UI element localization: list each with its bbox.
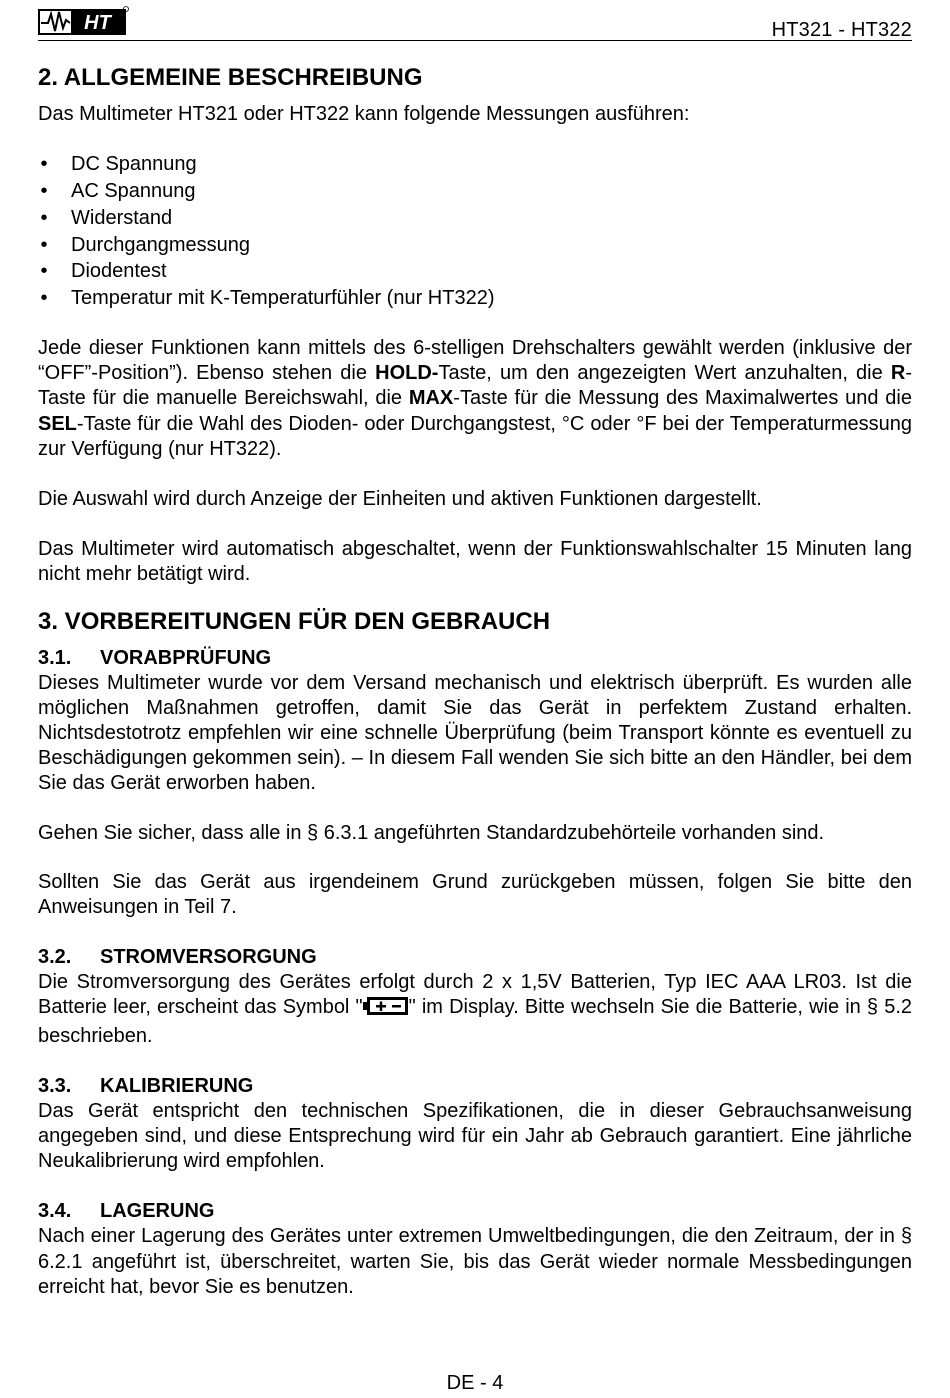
functions-paragraph: Jede dieser Funktionen kann mittels des 6-stelligen Drehschalters gewählt werden (inklusive der “OFF”-Position”). Ebenso stehen die HOLD-Taste, um den angezeigten Wert anzuhalten, die R-Taste für die manuelle Bereichswahl, die MAX-Taste für die Messung des Maximalwertes und die SEL-Taste für die Wahl des Dioden- oder Durchgangstest, °C oder °F bei der Temperaturmessung zur Verfügung (nur HT322). <box>38 336 913 460</box>
return-paragraph: Sollten Sie das Gerät aus irgendeinem Grund zurückgeben müssen, folgen Sie bitte den Anweisungen in Teil 7. <box>38 870 912 919</box>
display-paragraph: Die Auswahl wird durch Anzeige der Einheiten und aktiven Funktionen dargestellt. <box>38 488 762 510</box>
section-3-2-heading: 3.2. STROMVERSORGUNG <box>38 946 317 969</box>
list-item: • Durchgangmessung <box>40 233 250 256</box>
page-header <box>38 6 912 42</box>
storage-paragraph: Nach einer Lagerung des Gerätes unter extremen Umweltbedingungen, die den Zeitraum, der in § 6.2.1 angeführt ist, überschreitet, warten Sie, bis das Gerät wieder normale Messbedingungen erreicht hat, bevor Sie es benutzen. <box>38 1225 912 1298</box>
battery-icon <box>363 996 409 1023</box>
list-item: • Widerstand <box>40 206 173 229</box>
section-2-title: 2. ALLGEMEINE BESCHREIBUNG <box>38 64 423 91</box>
section-2-intro: Das Multimeter HT321 oder HT322 kann folgende Messungen ausführen: <box>38 103 690 125</box>
list-item: • AC Spannung <box>40 180 196 202</box>
accessories-paragraph: Gehen Sie sicher, dass alle in § 6.3.1 angeführten Standardzubehörteile vorhanden sind. <box>38 821 825 844</box>
list-item: • Diodentest <box>40 260 167 283</box>
ht-logo-icon <box>38 6 130 36</box>
auto-off-paragraph: Das Multimeter wird automatisch abgeschaltet, wenn der Funktionswahlschalter 15 Minuten lang nicht mehr betätigt wird. <box>38 538 912 586</box>
svg-text:HT: HT <box>84 12 111 34</box>
page-number: DE - 4 <box>446 1372 504 1394</box>
section-3-1-heading: 3.1. VORABPRÜFUNG <box>38 646 272 669</box>
section-3-title: 3. VORBEREITUNGEN FÜR DEN GEBRAUCH <box>38 607 551 635</box>
section-3-3-heading: 3.3. KALIBRIERUNG <box>38 1074 254 1097</box>
list-item: • Temperatur mit K-Temperaturfühler (nur HT322) <box>40 287 495 310</box>
header-divider <box>38 40 912 41</box>
inspection-paragraph: Dieses Multimeter wurde vor dem Versand mechanisch und elektrisch überprüft. Es wurden alle möglichen Maßnahmen getroffen, damit Sie das Gerät in perfektem Zustand erhalten. Nichtsdestotrotz empfehlen wir eine schnelle Überprüfung (beim Transport könnte es eventuell zu Beschädigungen gekommen sein). – In diesem Fall wenden Sie sich bitte an den Händler, bei dem Sie das Gerät erworben haben. <box>38 671 912 795</box>
model-label: HT321 - HT322 <box>771 19 912 41</box>
calibration-paragraph: Das Gerät entspricht den technischen Spezifikationen, die in dieser Gebrauchsanweisung angegeben sind, und diese Entsprechung wird für ein Jahr ab Gebrauch garantiert. Eine jährliche Neukalibrierung wird empfohlen. <box>38 1099 912 1173</box>
power-supply-paragraph: Die Stromversorgung des Gerätes erfolgt durch 2 x 1,5V Batterien, Typ IEC AAA LR03. Ist die Batterie leer, erscheint das Symbol " " im Display. Bitte wechseln Sie die Batterie, wie in § 5.2 beschrieben. <box>38 971 913 1047</box>
section-3-4-heading: 3.4. LAGERUNG <box>38 1200 215 1223</box>
list-item: • DC Spannung <box>40 153 197 176</box>
measurement-list <box>38 151 912 312</box>
page-content <box>38 60 912 1300</box>
